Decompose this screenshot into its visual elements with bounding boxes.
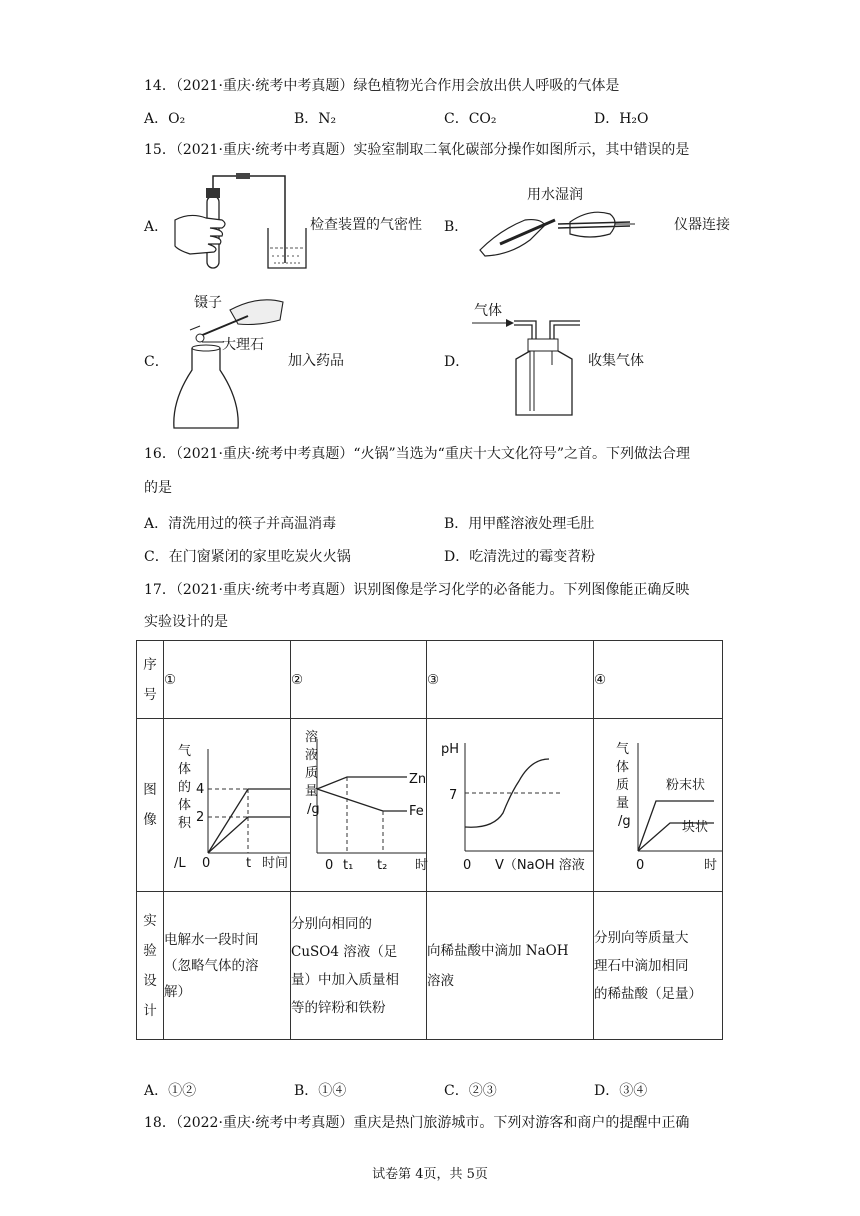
svg-text:t₂: t₂	[377, 858, 388, 873]
q15-a-letter: A．	[144, 219, 169, 235]
q16-stem-line2: 的是	[144, 480, 172, 496]
graph-electrolysis	[164, 719, 290, 887]
svg-text:溶: 溶	[305, 730, 319, 745]
col-4-number: ④	[594, 641, 723, 719]
svg-text:积: 积	[178, 816, 192, 831]
q15-c-label-marble: 大理石	[222, 337, 264, 353]
svg-text:4: 4	[196, 782, 205, 797]
q15-b-caption: 仪器连接	[674, 217, 730, 233]
q15-d-label: 气体	[474, 303, 502, 319]
q14-stem: 14．（2021·重庆·统考中考真题）绿色植物光合作用会放出供人呼吸的气体是	[144, 78, 620, 94]
airtightness-check-figure	[170, 168, 310, 273]
design-1: 电解水一段时间 （忽略气体的溶 解）	[164, 892, 291, 1040]
col-2-number: ②	[291, 641, 427, 719]
q17-table	[136, 640, 723, 1040]
svg-text:0: 0	[325, 858, 334, 873]
gas-collection-figure	[470, 315, 580, 420]
svg-text:体: 体	[178, 798, 192, 813]
q17-option-b: B．①④	[294, 1083, 347, 1099]
q17-option-c: C．②③	[444, 1083, 497, 1099]
svg-text:质: 质	[305, 766, 319, 781]
graph-3-cell	[427, 719, 594, 892]
svg-text:V（NaOH 溶液: V（NaOH 溶液	[495, 858, 585, 873]
svg-text:质: 质	[616, 778, 630, 793]
graph-gas-mass	[594, 719, 722, 887]
q18-stem: 18．（2022·重庆·统考中考真题）重庆是热门旅游城市。下列对游客和商户的提醒中正确	[144, 1115, 690, 1131]
q16-option-d: D．吃清洗过的霉变苕粉	[444, 549, 596, 565]
q14-option-b: B．N₂	[294, 111, 337, 127]
svg-text:液: 液	[305, 748, 319, 763]
svg-text:t₁: t₁	[343, 858, 354, 873]
svg-text:体: 体	[178, 762, 192, 777]
svg-text:粉末状: 粉末状	[666, 778, 706, 793]
header-design: 实 验 设 计	[137, 892, 164, 1040]
svg-text:0: 0	[463, 858, 472, 873]
q14-option-d: D．H₂O	[594, 111, 649, 127]
svg-text:时间: 时间	[262, 856, 289, 871]
q16-stem-line1: 16．（2021·重庆·统考中考真题）“火锅”当选为“重庆十大文化符号”之首。下列做法合理	[144, 446, 690, 462]
q17-stem-line1: 17．（2021·重庆·统考中考真题）识别图像是学习化学的必备能力。下列图像能正确反映	[144, 582, 690, 598]
q14-option-a: A．O₂	[144, 111, 186, 127]
q15-stem: 15．（2021·重庆·统考中考真题）实验室制取二氧化碳部分操作如图所示，其中错误的是	[144, 142, 690, 158]
design-3: 向稀盐酸中滴加 NaOH 溶液	[427, 892, 594, 1040]
q14-option-c: C．CO₂	[444, 111, 497, 127]
svg-text:/g: /g	[618, 814, 631, 829]
header-number: 序 号	[137, 641, 164, 719]
svg-text:气: 气	[178, 744, 192, 759]
svg-text:/L: /L	[174, 856, 186, 871]
svg-text:量: 量	[616, 796, 630, 811]
q15-b-letter: B．	[444, 219, 469, 235]
col-1-number: ①	[164, 641, 291, 719]
instrument-connection-figure	[470, 200, 670, 260]
q15-c-caption: 加入药品	[288, 353, 344, 369]
q15-c-label-tweezers: 镊子	[194, 295, 222, 311]
graph-solution-mass	[291, 719, 429, 887]
q15-d-letter: D．	[444, 354, 470, 370]
design-4: 分别向等质量大 理石中滴加相同 的稀盐酸（足量）	[594, 892, 723, 1040]
graph-2-cell	[291, 719, 427, 892]
svg-text:/g: /g	[307, 802, 320, 817]
q16-option-b: B．用甲醛溶液处理毛肚	[444, 516, 595, 532]
svg-text:时: 时	[704, 858, 718, 873]
svg-text:0: 0	[636, 858, 645, 873]
header-graph: 图 像	[137, 719, 164, 892]
q17-option-a: A．①②	[144, 1083, 197, 1099]
q16-option-c: C．在门窗紧闭的家里吃炭火火锅	[144, 549, 351, 565]
col-3-number: ③	[427, 641, 594, 719]
graph-1-cell	[164, 719, 291, 892]
q15-d-caption: 收集气体	[588, 353, 644, 369]
svg-text:2: 2	[196, 810, 205, 825]
svg-text:时: 时	[415, 858, 429, 873]
svg-text:量: 量	[305, 784, 319, 799]
svg-text:块状: 块状	[682, 820, 709, 835]
design-2: 分别向相同的 CuSO4 溶液（足 量）中加入质量相 等的锌粉和铁粉	[291, 892, 427, 1040]
q17-option-d: D．③④	[594, 1083, 648, 1099]
q15-b-label-top: 用水湿润	[527, 187, 583, 203]
graph-4-cell	[594, 719, 723, 892]
svg-text:t: t	[246, 856, 252, 871]
q15-c-letter: C．	[144, 354, 169, 370]
add-reagent-figure	[168, 290, 288, 435]
svg-text:pH: pH	[441, 742, 460, 757]
svg-text:7: 7	[449, 788, 458, 803]
q15-a-caption: 检查装置的气密性	[310, 217, 422, 233]
page-footer: 试卷第 4页，共 5页	[372, 1167, 488, 1182]
svg-text:体: 体	[616, 760, 630, 775]
q16-option-a: A．清洗用过的筷子并高温消毒	[144, 516, 337, 532]
svg-text:Fe: Fe	[409, 804, 424, 819]
svg-text:0: 0	[202, 856, 211, 871]
svg-text:的: 的	[178, 780, 192, 795]
svg-text:Zn: Zn	[409, 772, 427, 787]
q17-stem-line2: 实验设计的是	[144, 614, 228, 630]
svg-text:气: 气	[616, 742, 630, 757]
graph-ph	[427, 719, 593, 887]
